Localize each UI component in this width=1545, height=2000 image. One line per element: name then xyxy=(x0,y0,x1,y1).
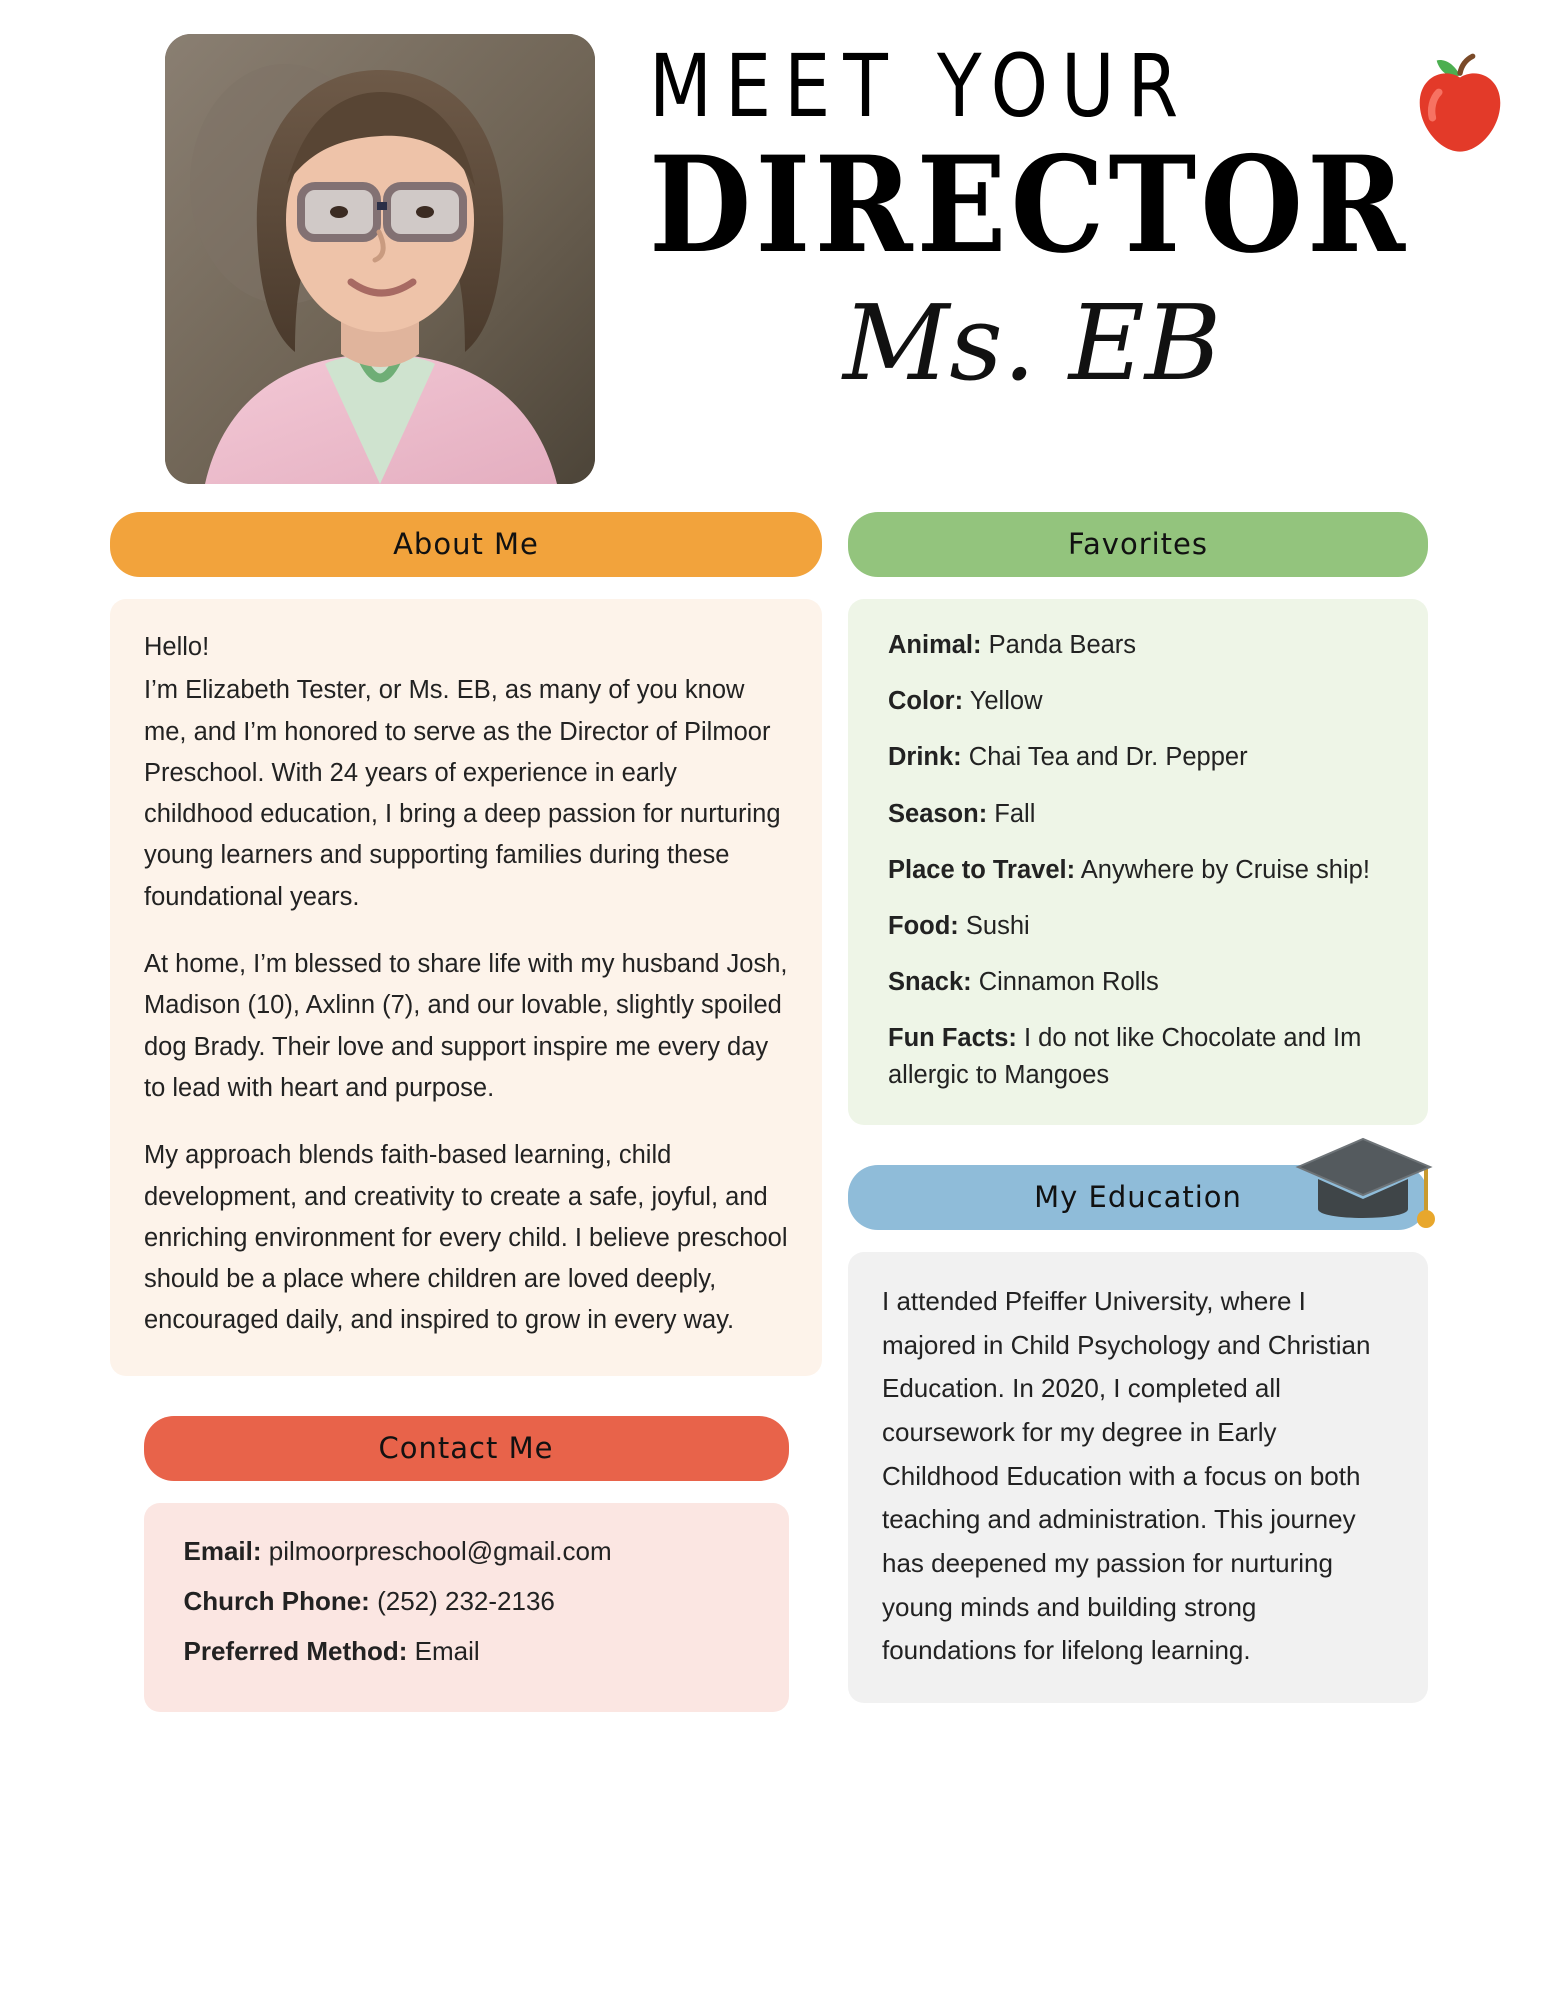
favorite-value-snack: Cinnamon Rolls xyxy=(978,968,1159,997)
favorite-label-animal: Animal: xyxy=(888,631,982,659)
title-block xyxy=(649,34,1505,404)
title-line-2: DIRECTOR xyxy=(649,126,1410,283)
list-item xyxy=(184,1581,755,1621)
favorite-value-funfacts: I do not like Chocolate and Im allergic to Mangoes xyxy=(888,1024,1362,1089)
left-column xyxy=(110,512,822,1712)
favorite-label-snack: Snack: xyxy=(888,968,972,997)
favorites-heading: Favorites xyxy=(848,512,1428,577)
favorite-value-drink: Chai Tea and Dr. Pepper xyxy=(968,743,1248,772)
about-heading: About Me xyxy=(110,512,822,577)
about-card xyxy=(110,599,822,1376)
education-text: I attended Pfeiffer University, where I majored in Child Psychology and Christian Education. In 2020, I completed all coursework for my degree in Early Childhood Education with a focus on both teaching and administration. This journey has deepened my passion for nurturing young minds and building strong foundations for lifelong learning. xyxy=(882,1285,1371,1666)
favorite-value-color: Yellow xyxy=(969,687,1043,716)
header xyxy=(0,0,1545,500)
avatar xyxy=(165,34,595,484)
favorite-label-place: Place to Travel: xyxy=(888,855,1076,884)
contact-card xyxy=(144,1503,789,1712)
right-column xyxy=(848,512,1428,1712)
about-paragraph-2: At home, I’m blessed to share life with my husband Josh, Madison (10), Axlinn (7), and our lovable, slightly spoiled dog Brady. Their love and support inspire me every day to lead with heart and purpose. xyxy=(144,950,788,1102)
contact-value-method: Email xyxy=(414,1636,480,1667)
education-card xyxy=(848,1252,1428,1703)
about-paragraph-1: I’m Elizabeth Tester, or Ms. EB, as many of you know me, and I’m honored to serve as the Director of Pilmoor Preschool. With 24 years of experience in early childhood education, I bring a deep passion for nurturing young learners and supporting families during these foundational years. xyxy=(144,676,781,911)
list-item xyxy=(184,1531,755,1571)
favorite-label-color: Color: xyxy=(888,687,964,716)
contact-label-method: Preferred Method: xyxy=(183,1636,408,1667)
title-line-1: MEET YOUR xyxy=(649,36,1192,138)
favorites-card xyxy=(848,599,1428,1125)
favorite-value-place: Anywhere by Cruise ship! xyxy=(1080,855,1370,884)
list-item xyxy=(184,1631,755,1671)
contact-value-email[interactable]: pilmoorpreschool@gmail.com xyxy=(268,1535,612,1566)
contact-label-phone: Church Phone: xyxy=(183,1586,370,1617)
apple-icon xyxy=(1407,52,1513,158)
director-name: Ms. EB xyxy=(842,282,1222,404)
list-item xyxy=(888,683,1394,719)
list-item xyxy=(888,852,1394,888)
contact-list xyxy=(178,1531,755,1672)
favorite-value-food: Sushi xyxy=(965,912,1030,941)
favorite-value-season: Fall xyxy=(994,799,1036,828)
contact-label-email: Email: xyxy=(183,1535,262,1566)
about-paragraph-3: My approach blends faith-based learning, child development, and creativity to create a safe, joyful, and enriching environment for every child. I believe preschool should be a place where children are loved deeply, encouraged daily, and inspired to grow in every way. xyxy=(144,1141,788,1335)
education-heading: My Education xyxy=(848,1165,1428,1230)
favorites-list xyxy=(882,627,1394,1093)
list-item xyxy=(888,964,1394,1000)
favorite-label-season: Season: xyxy=(888,799,988,828)
favorite-label-drink: Drink: xyxy=(888,743,962,772)
about-greeting: Hello! xyxy=(144,633,210,661)
contact-heading: Contact Me xyxy=(144,1416,789,1481)
favorite-label-food: Food: xyxy=(888,912,959,941)
list-item xyxy=(888,908,1394,944)
favorite-label-funfacts: Fun Facts: xyxy=(888,1024,1017,1053)
education-section xyxy=(848,1165,1428,1703)
portrait-image xyxy=(165,34,595,484)
favorite-value-animal: Panda Bears xyxy=(988,631,1137,659)
list-item xyxy=(888,796,1394,832)
list-item xyxy=(888,627,1394,663)
content-columns xyxy=(0,500,1545,1712)
contact-value-phone[interactable]: (252) 232-2136 xyxy=(377,1586,555,1617)
list-item xyxy=(888,739,1394,775)
list-item xyxy=(888,1020,1394,1092)
